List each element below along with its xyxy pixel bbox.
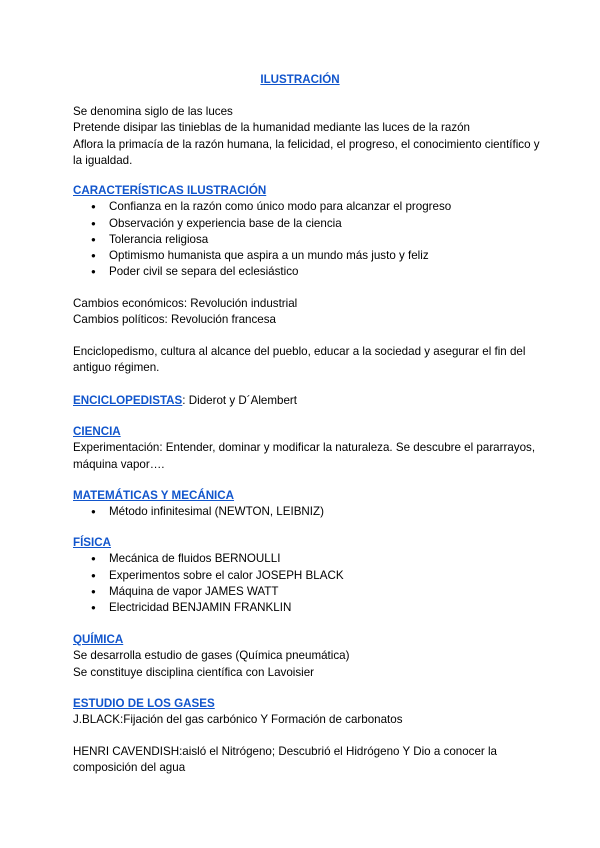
list-item: ● Método infinitesimal (NEWTON, LEIBNIZ) [109,504,543,520]
matematicas-section [73,488,543,521]
ciencia-heading[interactable]: CIENCIA [73,425,121,438]
caracteristicas-heading[interactable]: CARACTERÍSTICAS ILUSTRACIÓN [73,184,267,197]
quimica-heading[interactable]: QUÍMICA [73,633,124,646]
fisica-list [73,551,543,616]
cavendish-section [73,744,543,777]
list-item: ● Poder civil se separa del eclesiástico [109,264,543,280]
quimica-section [73,632,543,681]
enciclopedistas-text: : Diderot y D´Alembert [182,394,297,407]
matematicas-heading[interactable]: MATEMÁTICAS Y MECÁNICA [73,489,235,502]
list-item: ● Tolerancia religiosa [109,232,543,248]
document-title: ILUSTRACIÓN [260,73,340,86]
enciclopedismo-text: Enciclopedismo, cultura al alcance del pueblo, educar a la sociedad y asegurar el fin del antiguo régimen. [73,345,526,375]
list-item: ● Observación y experiencia base de la ciencia [109,216,543,232]
intro-section [73,104,543,169]
list-item: ● Máquina de vapor JAMES WATT [109,584,543,600]
intro-line: Aflora la primacía de la razón humana, la felicidad, el progreso, el conocimiento científico y la igualdad. [73,137,540,167]
gases-cavendish-text: HENRI CAVENDISH:aisló el Nitrógeno; Descubrió el Hidrógeno Y Dio a conocer la composición del agua [73,745,498,775]
list-item: ● Electricidad BENJAMIN FRANKLIN [109,600,543,616]
gases-section [73,696,543,729]
cambios-section [73,296,543,329]
ciencia-section [73,424,543,473]
list-item: ● Optimismo humanista que aspira a un mundo más justo y feliz [109,248,543,264]
list-item: ● Mecánica de fluidos BERNOULLI [109,551,543,567]
cambios-line: Cambios económicos: Revolución industrial [73,297,298,310]
intro-line: Pretende disipar las tinieblas de la humanidad mediante las luces de la razón [73,121,471,135]
quimica-line: Se constituye disciplina científica con Lavoisier [73,665,315,679]
list-item: ● Confianza en la razón como único modo para alcanzar el progreso [109,199,543,215]
gases-heading[interactable]: ESTUDIO DE LOS GASES [73,697,215,710]
caracteristicas-section [73,183,543,281]
fisica-heading[interactable]: FÍSICA [73,536,112,549]
caracteristicas-list [73,199,543,280]
enciclopedistas-section [73,393,543,409]
gases-black-text: J.BLACK:Fijación del gas carbónico Y Formación de carbonatos [73,713,403,727]
quimica-line: Se desarrolla estudio de gases (Química pneumática) [73,649,350,663]
enciclopedistas-heading[interactable]: ENCICLOPEDISTAS [73,394,183,407]
intro-line: Se denomina siglo de las luces [73,105,233,118]
ciencia-text: Experimentación: Entender, dominar y modificar la naturaleza. Se descubre el pararrayos, máquina vapor…. [73,441,536,471]
list-item: ● Experimentos sobre el calor JOSEPH BLACK [109,568,543,584]
cambios-line: Cambios políticos: Revolución francesa [73,313,276,327]
fisica-section [73,535,543,616]
matematicas-list [73,504,543,520]
enciclopedismo-section [73,344,543,377]
